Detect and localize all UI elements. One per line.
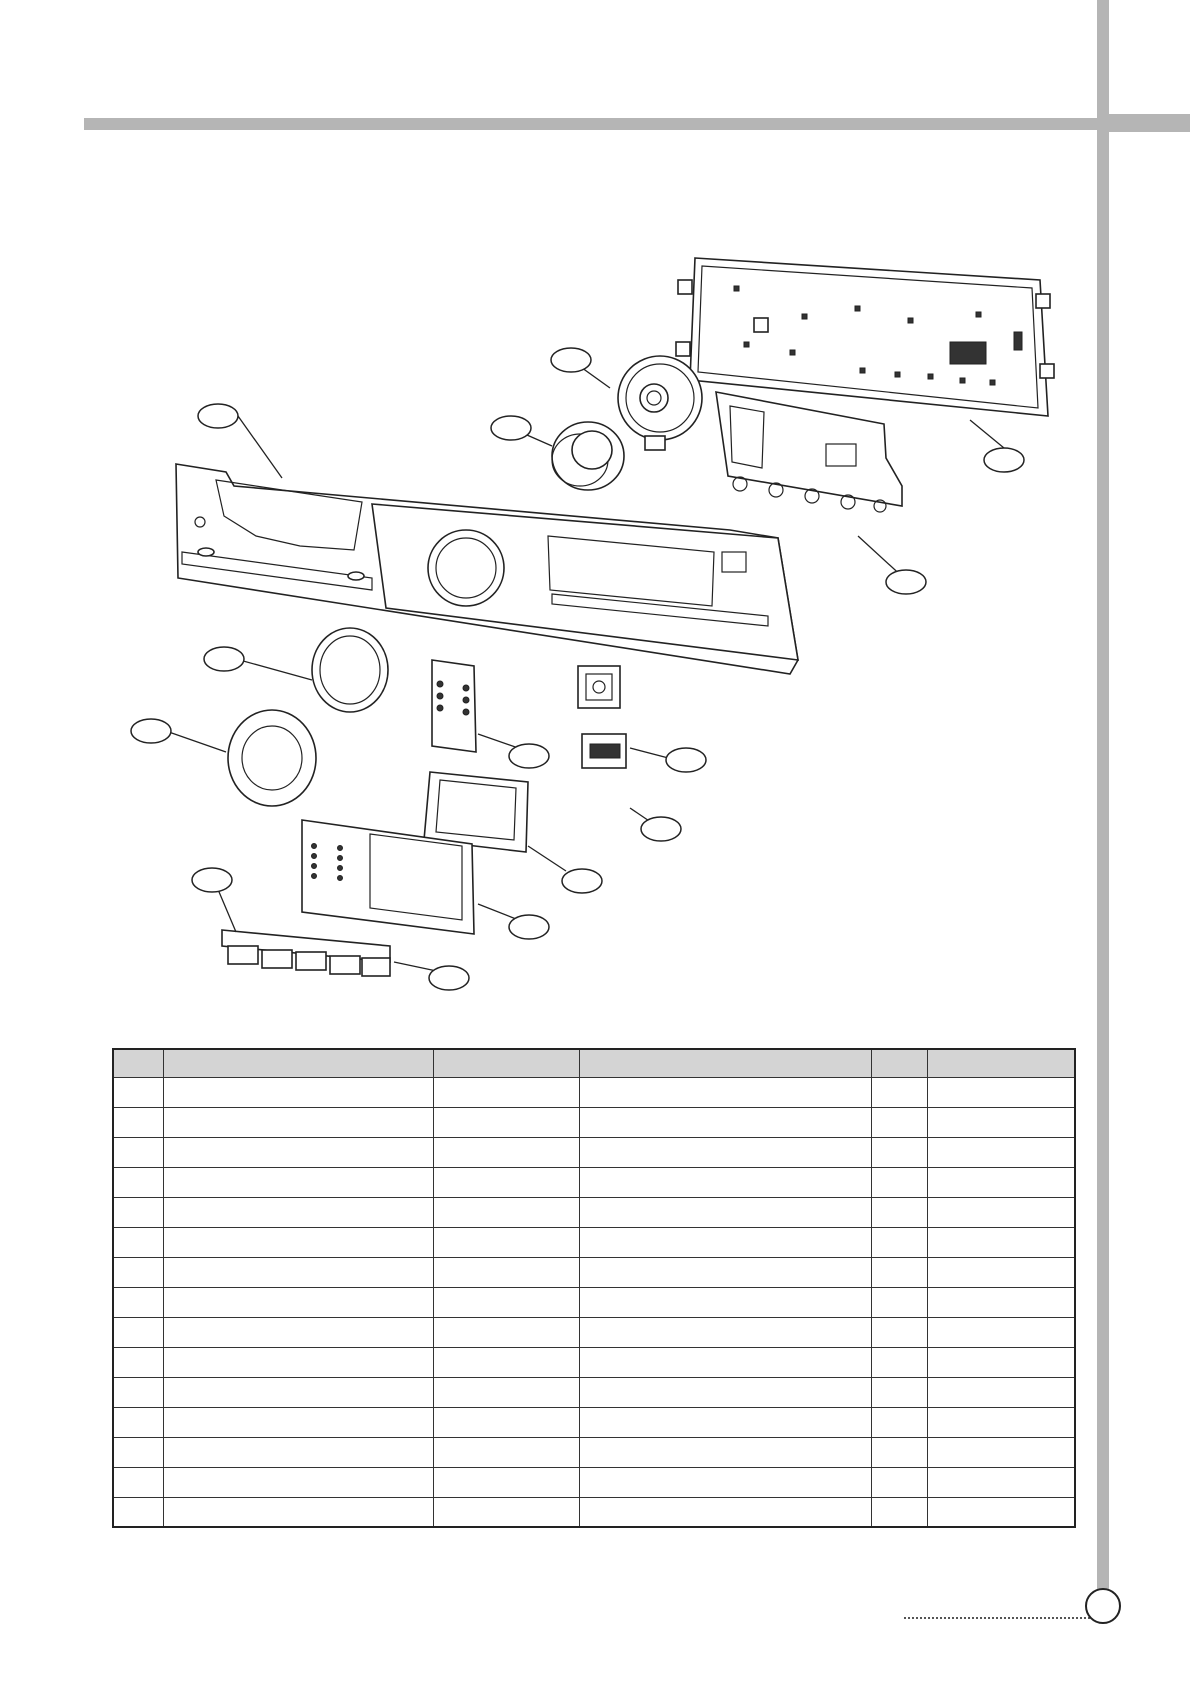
cell-specification <box>579 1197 871 1227</box>
cell-part-code <box>433 1497 579 1527</box>
top-header-rule <box>84 118 1104 130</box>
cell-part-code <box>433 1257 579 1287</box>
cell-qty <box>871 1437 927 1467</box>
header-qty <box>871 1049 927 1077</box>
parts-table-body <box>113 1077 1075 1527</box>
cell-description <box>163 1407 433 1437</box>
table-row <box>113 1377 1075 1407</box>
cell-part-code <box>433 1347 579 1377</box>
cell-part-code <box>433 1317 579 1347</box>
header-specification <box>579 1049 871 1077</box>
cell-no <box>113 1287 163 1317</box>
table-row <box>113 1137 1075 1167</box>
callout-4 <box>984 448 1024 472</box>
table-row <box>113 1437 1075 1467</box>
cell-description <box>163 1077 433 1107</box>
cell-qty <box>871 1317 927 1347</box>
option-switch-board <box>432 660 476 752</box>
cell-qty <box>871 1077 927 1107</box>
cell-qty <box>871 1407 927 1437</box>
cell-description <box>163 1497 433 1527</box>
cell-specification <box>579 1287 871 1317</box>
cell-qty <box>871 1167 927 1197</box>
callout-1 <box>551 348 591 372</box>
cell-description <box>163 1227 433 1257</box>
cell-part-code <box>433 1197 579 1227</box>
cell-qty <box>871 1107 927 1137</box>
control-panel-body <box>176 464 798 674</box>
power-switch-part <box>578 666 620 708</box>
table-row <box>113 1107 1075 1137</box>
side-tab-connector <box>1109 114 1190 132</box>
table-row <box>113 1167 1075 1197</box>
page-number-circle <box>1085 1588 1121 1624</box>
callout-8 <box>509 744 549 768</box>
cell-qty <box>871 1467 927 1497</box>
callout-11 <box>562 869 602 893</box>
cell-specification <box>579 1497 871 1527</box>
cell-remark <box>927 1467 1075 1497</box>
cell-specification <box>579 1257 871 1287</box>
cell-specification <box>579 1167 871 1197</box>
cell-part-code <box>433 1107 579 1137</box>
table-row <box>113 1197 1075 1227</box>
cell-no <box>113 1227 163 1257</box>
callout-5 <box>886 570 926 594</box>
cell-remark <box>927 1077 1075 1107</box>
cell-part-code <box>433 1137 579 1167</box>
knob-ring-inner <box>228 710 316 806</box>
table-row <box>113 1407 1075 1437</box>
table-row <box>113 1257 1075 1287</box>
table-header-row <box>113 1049 1075 1077</box>
header-part-code <box>433 1049 579 1077</box>
cell-description <box>163 1197 433 1227</box>
cell-specification <box>579 1437 871 1467</box>
control-pcb-board <box>676 258 1054 416</box>
callout-13 <box>192 868 232 892</box>
callout-12 <box>509 915 549 939</box>
cell-qty <box>871 1287 927 1317</box>
cell-no <box>113 1467 163 1497</box>
parts-list-table <box>112 1048 1076 1528</box>
cell-specification <box>579 1407 871 1437</box>
cell-remark <box>927 1407 1075 1437</box>
cell-no <box>113 1137 163 1167</box>
callout-2 <box>491 416 531 440</box>
cell-no <box>113 1437 163 1467</box>
cell-remark <box>927 1197 1075 1227</box>
cell-remark <box>927 1287 1075 1317</box>
cell-no <box>113 1197 163 1227</box>
cell-description <box>163 1467 433 1497</box>
cell-remark <box>927 1107 1075 1137</box>
cell-specification <box>579 1467 871 1497</box>
cell-remark <box>927 1497 1075 1527</box>
button-bar-part <box>222 930 390 976</box>
cell-qty <box>871 1137 927 1167</box>
callout-3 <box>198 404 238 428</box>
header-description <box>163 1049 433 1077</box>
callout-10 <box>641 817 681 841</box>
cell-remark <box>927 1137 1075 1167</box>
cell-description <box>163 1317 433 1347</box>
cell-no <box>113 1077 163 1107</box>
exploded-view-diagram <box>0 240 1190 1010</box>
callout-14 <box>429 966 469 990</box>
cell-no <box>113 1257 163 1287</box>
table-row <box>113 1287 1075 1317</box>
cell-no <box>113 1377 163 1407</box>
cell-remark <box>927 1227 1075 1257</box>
cell-description <box>163 1347 433 1377</box>
table-row <box>113 1227 1075 1257</box>
cell-part-code <box>433 1467 579 1497</box>
cell-qty <box>871 1257 927 1287</box>
cell-description <box>163 1287 433 1317</box>
cell-specification <box>579 1317 871 1347</box>
cell-specification <box>579 1137 871 1167</box>
cell-remark <box>927 1167 1075 1197</box>
cell-description <box>163 1167 433 1197</box>
table-row <box>113 1497 1075 1527</box>
cell-qty <box>871 1197 927 1227</box>
cell-no <box>113 1347 163 1377</box>
cell-qty <box>871 1227 927 1257</box>
table-row <box>113 1347 1075 1377</box>
cell-no <box>113 1317 163 1347</box>
table-row <box>113 1467 1075 1497</box>
knob-holder-part <box>618 356 702 450</box>
cell-description <box>163 1377 433 1407</box>
cell-remark <box>927 1377 1075 1407</box>
cell-remark <box>927 1437 1075 1467</box>
cell-description <box>163 1437 433 1467</box>
cell-description <box>163 1137 433 1167</box>
header-remark <box>927 1049 1075 1077</box>
cell-qty <box>871 1347 927 1377</box>
table-row <box>113 1317 1075 1347</box>
cell-remark <box>927 1317 1075 1347</box>
footer-dotted-rule <box>904 1617 1098 1619</box>
header-no <box>113 1049 163 1077</box>
table-row <box>113 1077 1075 1107</box>
callout-7 <box>131 719 171 743</box>
cell-remark <box>927 1347 1075 1377</box>
cell-remark <box>927 1257 1075 1287</box>
cell-part-code <box>433 1287 579 1317</box>
callout-6 <box>204 647 244 671</box>
callout-9 <box>666 748 706 772</box>
cell-no <box>113 1167 163 1197</box>
knob-ring-outer <box>312 628 388 712</box>
start-pause-button-part <box>582 734 626 768</box>
cell-no <box>113 1497 163 1527</box>
cell-specification <box>579 1347 871 1377</box>
cell-qty <box>871 1377 927 1407</box>
cell-part-code <box>433 1167 579 1197</box>
cell-description <box>163 1257 433 1287</box>
cell-part-code <box>433 1407 579 1437</box>
cell-specification <box>579 1227 871 1257</box>
display-pcb-bracket <box>716 392 902 512</box>
cell-specification <box>579 1107 871 1137</box>
cell-specification <box>579 1077 871 1107</box>
cell-specification <box>579 1377 871 1407</box>
cell-part-code <box>433 1437 579 1467</box>
cell-part-code <box>433 1077 579 1107</box>
cell-part-code <box>433 1377 579 1407</box>
cell-description <box>163 1107 433 1137</box>
cell-no <box>113 1107 163 1137</box>
cell-no <box>113 1407 163 1437</box>
cell-qty <box>871 1497 927 1527</box>
cell-part-code <box>433 1227 579 1257</box>
program-knob-part <box>552 422 624 490</box>
